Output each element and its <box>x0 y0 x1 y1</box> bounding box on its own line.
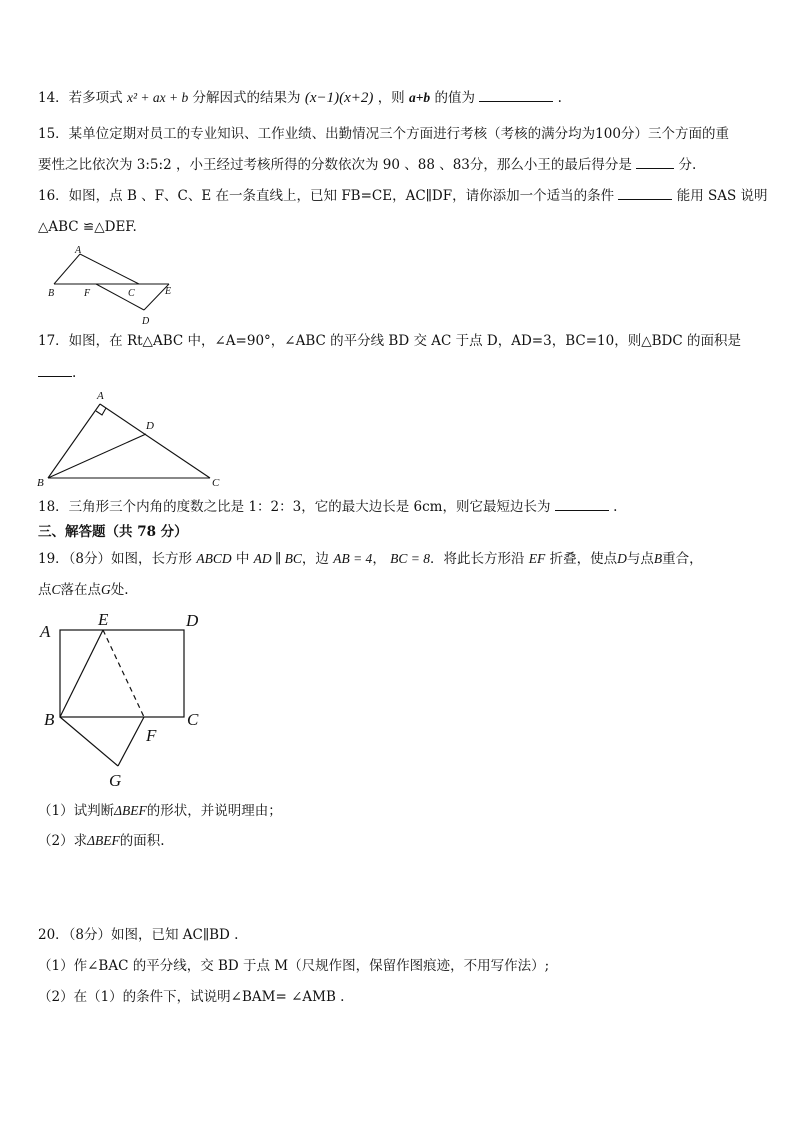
q18-text-a: 18．三角形三个内角的度数之比是 1：2：3，它的最大边长是 6cm，则它最短边长为 <box>38 499 551 515</box>
q15-answer-blank[interactable] <box>636 156 674 169</box>
q16-label-b: B <box>48 288 55 299</box>
question-19-part1 <box>38 802 282 820</box>
question-19-line1 <box>38 550 703 568</box>
q18-end: . <box>613 499 618 515</box>
q19-ab: AB = 4 <box>333 551 373 566</box>
q17-answer-blank[interactable] <box>38 364 72 377</box>
q19-text-k: 处. <box>110 582 129 598</box>
q16-label-a: A <box>75 245 82 256</box>
question-15-line1: 15．某单位定期对员工的专业知识、工作业绩、出勤情况三个方面进行考核（考核的满分均为100分）三个方面的重 <box>38 126 729 142</box>
q17-figure <box>30 386 230 490</box>
q19-part1-b: 的形状，并说明理由； <box>146 803 282 819</box>
q16-label-d: D <box>142 316 150 327</box>
q19-triangle-2: ΔBEF <box>87 833 120 848</box>
q19-text-i: 点 <box>38 582 52 598</box>
q17-label-a: A <box>97 390 104 402</box>
q16-label-f: F <box>84 288 91 299</box>
q19-text-c: ，边 <box>301 551 329 567</box>
q14-then: ，则 <box>377 90 405 106</box>
q19-parallel: AD ∥ BC <box>253 551 302 566</box>
question-16-line2: △ABC ≌△DEF. <box>38 219 137 235</box>
q19-text-b: 中 <box>235 551 250 567</box>
q19-text-j: 落在点 <box>60 582 102 598</box>
q15-text-a: 要性之比依次为 <box>38 157 133 173</box>
q14-expression: x² + ax + b <box>126 90 189 105</box>
q14-mid-text: 分解因式的结果为 <box>192 90 301 106</box>
q17-label-b: B <box>37 477 44 489</box>
q15-text-c: 分. <box>678 157 697 173</box>
q19-label-e: E <box>98 610 109 629</box>
q19-label-g: G <box>109 771 122 790</box>
q19-d: D <box>617 551 627 566</box>
q14-end: . <box>557 90 562 106</box>
q19-part2-b: 的面积. <box>119 833 165 849</box>
q19-label-d: D <box>186 611 199 630</box>
q19-label-c: C <box>187 710 199 729</box>
q14-suffix: 的值为 <box>434 90 475 106</box>
question-20-line1: 20．（8分）如图，已知 AC∥BD . <box>38 927 239 943</box>
q16-figure <box>44 244 184 328</box>
section-3-heading: 三、解答题（共 78 分） <box>38 524 188 540</box>
question-16-line1 <box>38 187 768 205</box>
question-19-part2 <box>38 832 165 850</box>
q19-ef: EF <box>528 551 546 566</box>
q14-factored-form: (x−1)(x+2) <box>304 90 374 106</box>
q19-text-h: 重合， <box>662 551 703 567</box>
q16-label-e: E <box>165 286 172 297</box>
q19-figure <box>30 608 220 790</box>
q15-text-b: ，小王经过考核所得的分数依次为 90 、88 、83分，那么小王的最后得分是 <box>175 157 632 173</box>
q14-prefix: 14．若多项式 <box>38 90 123 106</box>
q16-text-a: 16．如图，点 B 、F、C、E 在一条直线上，已知 FB=CE，AC∥DF，请你添加一个适当的条件 <box>38 188 615 204</box>
q14-sum: a+b <box>408 90 431 105</box>
q14-answer-blank[interactable] <box>479 89 553 102</box>
q19-text-f: 折叠，使点 <box>549 551 618 567</box>
q19-text-e: ．将此长方形沿 <box>429 551 525 567</box>
q19-c: C <box>51 582 61 597</box>
q19-label-a: A <box>40 622 51 641</box>
question-20-part1: （1）作∠BAC 的平分线，交 BD 于点 M（尺规作图，保留作图痕迹，不用写作法）; <box>38 958 550 974</box>
q17-end: . <box>72 365 77 381</box>
question-19-line2 <box>38 581 129 599</box>
q16-answer-blank[interactable] <box>618 187 672 200</box>
q17-label-d: D <box>146 420 154 432</box>
q19-label-b: B <box>44 710 55 729</box>
question-15-line2 <box>38 156 696 174</box>
q19-text-a: 19．（8分）如图，长方形 <box>38 551 193 567</box>
q19-b: B <box>653 551 663 566</box>
q16-text-b: 能用 SAS 说明 <box>676 188 768 204</box>
q19-text-d: ， <box>372 551 386 567</box>
question-17-line2 <box>38 364 76 382</box>
question-20-part2: （2）在（1）的条件下，试说明∠BAM= ∠AMB . <box>38 989 345 1005</box>
q19-triangle: ΔBEF <box>114 803 147 818</box>
q15-ratio: 3:5:2 <box>136 157 172 173</box>
q16-label-c: C <box>128 288 135 299</box>
q19-label-f: F <box>146 726 157 745</box>
q19-part1-a: （1）试判断 <box>38 803 115 819</box>
question-18 <box>38 498 617 516</box>
question-17-line1: 17．如图，在 Rt△ABC 中，∠A=90°，∠ABC 的平分线 BD 交 AC 于点 D，AD=3，BC=10，则△BDC 的面积是 <box>38 333 741 349</box>
q19-part2-a: （2）求 <box>38 833 88 849</box>
question-14 <box>38 89 562 107</box>
q19-text-g: 与点 <box>626 551 654 567</box>
q19-rect: ABCD <box>196 551 232 566</box>
q17-label-c: C <box>212 477 220 489</box>
q18-answer-blank[interactable] <box>555 498 609 511</box>
q19-bc: BC = 8 <box>390 551 430 566</box>
q19-g: G <box>101 582 111 597</box>
